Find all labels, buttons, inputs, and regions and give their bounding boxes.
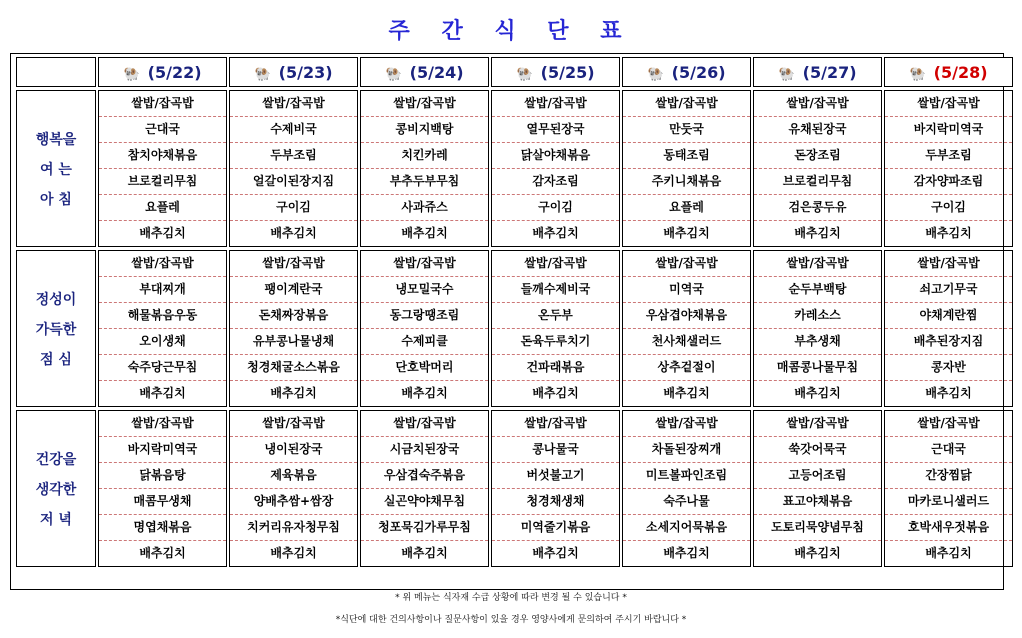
day-menu bbox=[622, 410, 751, 567]
menu-item: 미역국 bbox=[623, 277, 750, 303]
day-header bbox=[491, 57, 620, 87]
menu-item: 쑥갓어묵국 bbox=[754, 437, 881, 463]
weekly-menu-table bbox=[14, 57, 1015, 567]
menu-item: 건파래볶음 bbox=[492, 355, 619, 381]
menu-item: 요플레 bbox=[623, 195, 750, 221]
menu-item: 치커리유자청무침 bbox=[230, 515, 357, 541]
menu-item: 수제피클 bbox=[361, 329, 488, 355]
menu-item: 천사채샐러드 bbox=[623, 329, 750, 355]
menu-item: 쌀밥/잡곡밥 bbox=[99, 411, 226, 437]
menu-item: 쌀밥/잡곡밥 bbox=[361, 91, 488, 117]
menu-item: 매콤콩나물무침 bbox=[754, 355, 881, 381]
day-icon: 🐏 bbox=[516, 66, 533, 82]
day-menu bbox=[229, 90, 358, 247]
menu-item: 단호박머리 bbox=[361, 355, 488, 381]
meal-row bbox=[16, 250, 1013, 407]
menu-item: 냉모밀국수 bbox=[361, 277, 488, 303]
menu-item: 쌀밥/잡곡밥 bbox=[754, 251, 881, 277]
menu-item: 온두부 bbox=[492, 303, 619, 329]
menu-item: 배추김치 bbox=[663, 386, 710, 400]
menu-item: 쌀밥/잡곡밥 bbox=[230, 251, 357, 277]
menu-item: 야채계란찜 bbox=[885, 303, 1012, 329]
day-menu bbox=[360, 90, 489, 247]
meal-label-line: 아 침 bbox=[40, 191, 72, 208]
menu-item: 콩비지백탕 bbox=[361, 117, 488, 143]
menu-item: 배추김치 bbox=[925, 386, 972, 400]
menu-item: 동그랑땡조림 bbox=[361, 303, 488, 329]
menu-item: 숙주당근무침 bbox=[99, 355, 226, 381]
menu-item: 사과쥬스 bbox=[361, 195, 488, 221]
menu-item: 배추김치 bbox=[401, 386, 448, 400]
menu-item: 콩자반 bbox=[885, 355, 1012, 381]
day-menu bbox=[884, 410, 1013, 567]
menu-item: 숙주나물 bbox=[623, 489, 750, 515]
day-menu bbox=[622, 90, 751, 247]
menu-item: 도토리묵양념무침 bbox=[754, 515, 881, 541]
menu-item: 구이김 bbox=[492, 195, 619, 221]
day-menu bbox=[884, 90, 1013, 247]
meal-label-line: 가득한 bbox=[35, 321, 77, 338]
day-menu bbox=[360, 250, 489, 407]
menu-item: 청포묵김가루무침 bbox=[361, 515, 488, 541]
meal-label bbox=[16, 250, 96, 407]
menu-item: 쌀밥/잡곡밥 bbox=[230, 411, 357, 437]
menu-item: 돈채짜장볶음 bbox=[230, 303, 357, 329]
menu-item: 배추김치 bbox=[270, 226, 317, 240]
menu-item: 유부콩나물냉채 bbox=[230, 329, 357, 355]
day-menu bbox=[491, 250, 620, 407]
menu-item: 매콤무생채 bbox=[99, 489, 226, 515]
day-header bbox=[884, 57, 1013, 87]
day-menu bbox=[98, 90, 227, 247]
menu-item: 쌀밥/잡곡밥 bbox=[99, 91, 226, 117]
day-icon: 🐏 bbox=[254, 66, 271, 82]
day-icon: 🐏 bbox=[385, 66, 402, 82]
menu-item: 배추김치 bbox=[532, 546, 579, 560]
day-menu bbox=[360, 410, 489, 567]
day-header bbox=[229, 57, 358, 87]
menu-item: 들깨수제비국 bbox=[492, 277, 619, 303]
menu-item: 부추두부무침 bbox=[361, 169, 488, 195]
day-header bbox=[360, 57, 489, 87]
menu-item: 감자양파조림 bbox=[885, 169, 1012, 195]
day-menu bbox=[229, 410, 358, 567]
day-label: (5/24) bbox=[409, 62, 464, 82]
day-header bbox=[98, 57, 227, 87]
menu-item: 버섯불고기 bbox=[492, 463, 619, 489]
menu-item: 쌀밥/잡곡밥 bbox=[885, 251, 1012, 277]
meal-label-line: 저 녁 bbox=[40, 511, 72, 528]
menu-item: 순두부백탕 bbox=[754, 277, 881, 303]
menu-item: 유채된장국 bbox=[754, 117, 881, 143]
day-icon: 🐏 bbox=[647, 66, 664, 82]
day-label: (5/23) bbox=[278, 62, 333, 82]
day-header bbox=[622, 57, 751, 87]
header-corner bbox=[16, 57, 96, 87]
menu-item: 오이생채 bbox=[99, 329, 226, 355]
day-icon: 🐏 bbox=[123, 66, 140, 82]
menu-item: 배추김치 bbox=[925, 546, 972, 560]
menu-item: 청경채굴소스볶음 bbox=[230, 355, 357, 381]
menu-item: 콩나물국 bbox=[492, 437, 619, 463]
menu-item: 해물볶음우동 bbox=[99, 303, 226, 329]
menu-item: 얼갈이된장지짐 bbox=[230, 169, 357, 195]
menu-item: 배추김치 bbox=[663, 226, 710, 240]
menu-item: 배추김치 bbox=[794, 226, 841, 240]
menu-item: 부대찌개 bbox=[99, 277, 226, 303]
menu-item: 동태조림 bbox=[623, 143, 750, 169]
meal-label-line: 정성이 bbox=[35, 291, 77, 308]
menu-item: 간장찜닭 bbox=[885, 463, 1012, 489]
menu-item: 양배추쌈+쌈장 bbox=[230, 489, 357, 515]
menu-item: 배추김치 bbox=[270, 546, 317, 560]
menu-item: 닭볶음탕 bbox=[99, 463, 226, 489]
menu-item: 근대국 bbox=[99, 117, 226, 143]
menu-item: 닭살야채볶음 bbox=[492, 143, 619, 169]
menu-item: 쌀밥/잡곡밥 bbox=[623, 411, 750, 437]
menu-item: 쌀밥/잡곡밥 bbox=[885, 91, 1012, 117]
menu-item: 미역줄기볶음 bbox=[492, 515, 619, 541]
menu-item: 고등어조림 bbox=[754, 463, 881, 489]
menu-item: 브로컬리무침 bbox=[99, 169, 226, 195]
menu-item: 수제비국 bbox=[230, 117, 357, 143]
menu-item: 검은콩두유 bbox=[754, 195, 881, 221]
menu-item: 제육볶음 bbox=[230, 463, 357, 489]
day-label: (5/28) bbox=[933, 62, 988, 82]
menu-item: 배추된장지짐 bbox=[885, 329, 1012, 355]
menu-item: 쌀밥/잡곡밥 bbox=[230, 91, 357, 117]
menu-item: 소세지어묵볶음 bbox=[623, 515, 750, 541]
menu-item: 쌀밥/잡곡밥 bbox=[754, 91, 881, 117]
menu-item: 시금치된장국 bbox=[361, 437, 488, 463]
day-menu bbox=[98, 410, 227, 567]
menu-item: 표고야채볶음 bbox=[754, 489, 881, 515]
menu-item: 요플레 bbox=[99, 195, 226, 221]
meal-label-line: 생각한 bbox=[35, 481, 77, 498]
menu-item: 쌀밥/잡곡밥 bbox=[492, 91, 619, 117]
menu-item: 배추김치 bbox=[663, 546, 710, 560]
day-menu bbox=[491, 410, 620, 567]
meal-label-line: 건강을 bbox=[35, 451, 77, 468]
menu-item: 배추김치 bbox=[532, 226, 579, 240]
meal-label-line: 점 심 bbox=[40, 351, 72, 368]
menu-item: 청경채생채 bbox=[492, 489, 619, 515]
menu-item: 구이김 bbox=[230, 195, 357, 221]
menu-item: 배추김치 bbox=[139, 226, 186, 240]
menu-item: 열무된장국 bbox=[492, 117, 619, 143]
menu-item: 배추김치 bbox=[270, 386, 317, 400]
menu-item: 우삼겹숙주볶음 bbox=[361, 463, 488, 489]
menu-item: 쇠고기무국 bbox=[885, 277, 1012, 303]
menu-item: 쌀밥/잡곡밥 bbox=[754, 411, 881, 437]
day-header bbox=[753, 57, 882, 87]
menu-item: 배추김치 bbox=[925, 226, 972, 240]
menu-item: 쌀밥/잡곡밥 bbox=[361, 251, 488, 277]
menu-item: 치킨카레 bbox=[361, 143, 488, 169]
menu-item: 배추김치 bbox=[139, 386, 186, 400]
page-title: 주 간 식 단 표 bbox=[388, 19, 634, 44]
menu-item: 쌀밥/잡곡밥 bbox=[99, 251, 226, 277]
menu-item: 배추김치 bbox=[139, 546, 186, 560]
menu-item: 배추김치 bbox=[401, 546, 448, 560]
notice-substitution: * 위 메뉴는 식자재 수급 상황에 따라 변경 될 수 있습니다 * bbox=[395, 593, 627, 603]
notice-inquiry: *식단에 대한 건의사항이나 질문사항이 있을 경우 영양사에게 문의하여 주시기 바랍니다 * bbox=[335, 615, 687, 625]
menu-item: 배추김치 bbox=[794, 386, 841, 400]
menu-item: 바지락미역국 bbox=[885, 117, 1012, 143]
menu-item: 미트볼파인조림 bbox=[623, 463, 750, 489]
meal-row bbox=[16, 90, 1013, 247]
day-menu bbox=[229, 250, 358, 407]
menu-item: 우삼겹야채볶음 bbox=[623, 303, 750, 329]
menu-item: 돈장조림 bbox=[754, 143, 881, 169]
day-label: (5/26) bbox=[671, 62, 726, 82]
menu-item: 근대국 bbox=[885, 437, 1012, 463]
menu-item: 부추생채 bbox=[754, 329, 881, 355]
day-menu bbox=[884, 250, 1013, 407]
meal-label bbox=[16, 90, 96, 247]
menu-item: 두부조림 bbox=[885, 143, 1012, 169]
menu-item: 참치야채볶음 bbox=[99, 143, 226, 169]
menu-item: 실곤약야채무침 bbox=[361, 489, 488, 515]
menu-item: 구이김 bbox=[885, 195, 1012, 221]
day-label: (5/22) bbox=[147, 62, 202, 82]
menu-item: 배추김치 bbox=[401, 226, 448, 240]
meal-label-line: 여 는 bbox=[40, 161, 72, 178]
menu-item: 쌀밥/잡곡밥 bbox=[492, 411, 619, 437]
menu-item: 만둣국 bbox=[623, 117, 750, 143]
menu-item: 쌀밥/잡곡밥 bbox=[885, 411, 1012, 437]
menu-item: 바지락미역국 bbox=[99, 437, 226, 463]
meal-row bbox=[16, 410, 1013, 567]
menu-item: 명엽채볶음 bbox=[99, 515, 226, 541]
day-menu bbox=[98, 250, 227, 407]
day-label: (5/27) bbox=[802, 62, 857, 82]
day-menu bbox=[753, 410, 882, 567]
day-icon: 🐏 bbox=[778, 66, 795, 82]
menu-item: 두부조림 bbox=[230, 143, 357, 169]
menu-item: 쌀밥/잡곡밥 bbox=[623, 91, 750, 117]
menu-item: 냉이된장국 bbox=[230, 437, 357, 463]
menu-item: 마카로니샐러드 bbox=[885, 489, 1012, 515]
menu-item: 쌀밥/잡곡밥 bbox=[361, 411, 488, 437]
day-menu bbox=[622, 250, 751, 407]
menu-item: 호박새우젓볶음 bbox=[885, 515, 1012, 541]
menu-item: 주키니채볶음 bbox=[623, 169, 750, 195]
day-menu bbox=[753, 250, 882, 407]
menu-item: 쌀밥/잡곡밥 bbox=[623, 251, 750, 277]
menu-item: 카레소스 bbox=[754, 303, 881, 329]
day-menu bbox=[753, 90, 882, 247]
menu-item: 상추겉절이 bbox=[623, 355, 750, 381]
menu-item: 배추김치 bbox=[794, 546, 841, 560]
menu-item: 브로컬리무침 bbox=[754, 169, 881, 195]
day-menu bbox=[491, 90, 620, 247]
menu-item: 쌀밥/잡곡밥 bbox=[492, 251, 619, 277]
menu-item: 차돌된장찌개 bbox=[623, 437, 750, 463]
meal-label-line: 행복을 bbox=[35, 131, 77, 148]
day-label: (5/25) bbox=[540, 62, 595, 82]
menu-item: 팽이계란국 bbox=[230, 277, 357, 303]
menu-item: 돈육두루치기 bbox=[492, 329, 619, 355]
menu-item: 배추김치 bbox=[532, 386, 579, 400]
menu-item: 감자조림 bbox=[492, 169, 619, 195]
meal-label bbox=[16, 410, 96, 567]
day-icon: 🐏 bbox=[909, 66, 926, 82]
